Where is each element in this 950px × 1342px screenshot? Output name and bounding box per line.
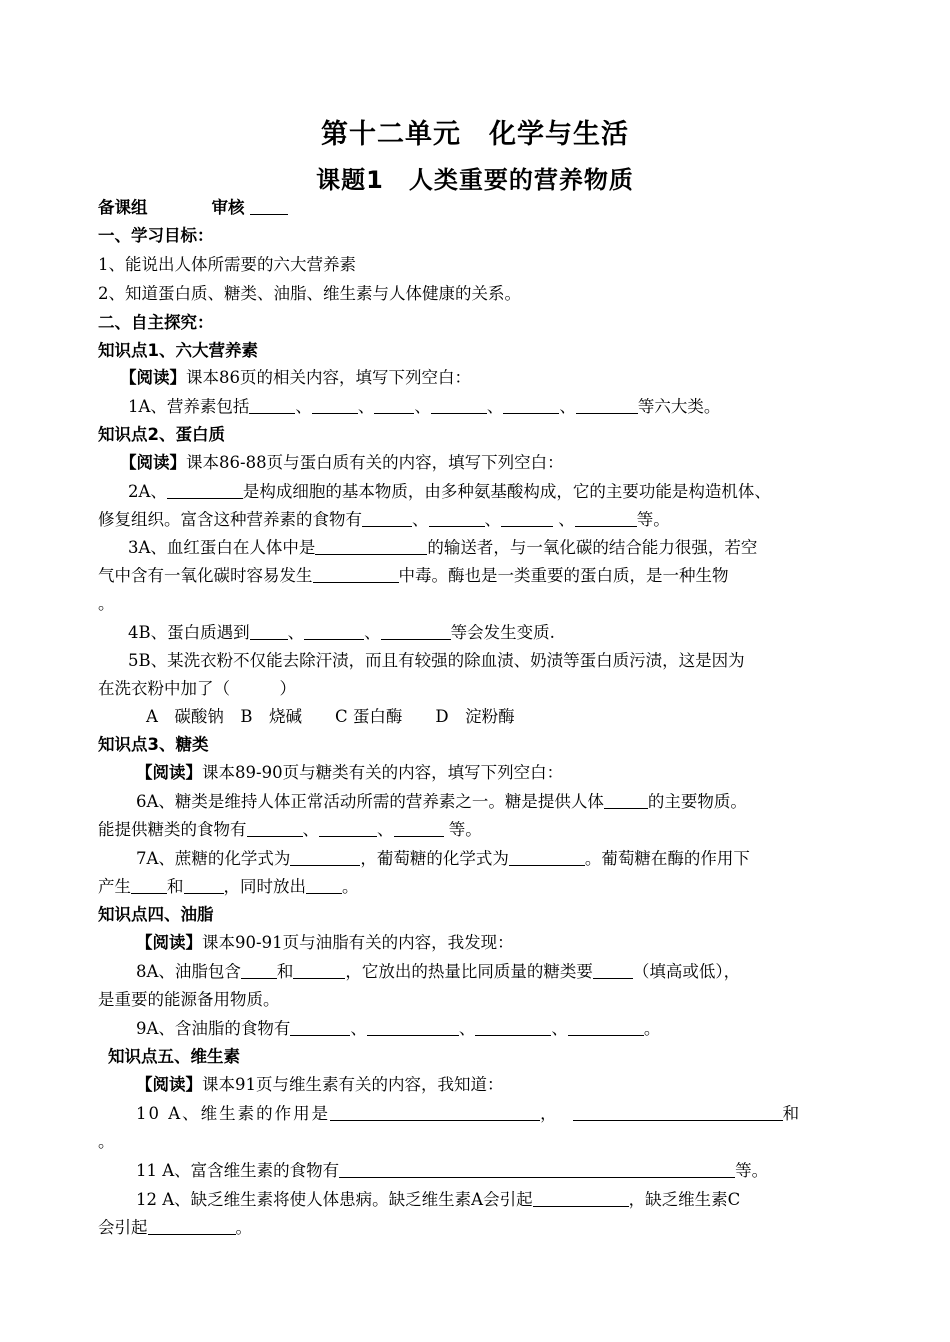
q7a-blank-4[interactable] bbox=[184, 875, 224, 894]
prep-group-label: 备课组 bbox=[98, 198, 148, 217]
q2a-deng: 等。 bbox=[636, 510, 670, 529]
q8a-suffix: （填高或低）， bbox=[632, 962, 741, 981]
q8a-mid: ，它放出的热量比同质量的糖类要 bbox=[345, 962, 593, 981]
kp2-heading: 知识点2、蛋白质 bbox=[98, 425, 225, 444]
q7a-blank-3[interactable] bbox=[131, 875, 167, 894]
q3a-prefix: 3A、血红蛋白在人体中是 bbox=[128, 538, 316, 557]
question-5b-options: A 碳酸钠 B 烧碱 C 蛋白酶 D 淀粉酶 bbox=[146, 707, 515, 726]
q6a-suffix: 的主要物质。 bbox=[647, 792, 747, 811]
q8a-blank-1[interactable] bbox=[241, 960, 277, 979]
unit-title: 第十二单元 化学与生活 bbox=[321, 119, 629, 150]
q11a-prefix: 11 A、富含维生素的食物有 bbox=[136, 1161, 340, 1180]
kp1-read bbox=[120, 366, 471, 390]
q12a-blank-2[interactable] bbox=[148, 1216, 236, 1235]
q7a-line2b: 和 bbox=[167, 877, 184, 896]
q4b-suffix: 等会发生变质. bbox=[450, 623, 555, 642]
q8a-prefix: 8A、油脂包含 bbox=[136, 962, 241, 981]
q7a-line2c: ，同时放出 bbox=[223, 877, 306, 896]
q12a-prefix: 12 A、缺乏维生素将使人体患病。缺乏维生素A会引起 bbox=[136, 1190, 533, 1209]
q4b-prefix: 4B、蛋白质遇到 bbox=[128, 623, 250, 642]
question-6a-line2 bbox=[98, 818, 482, 842]
q2a-blank-2[interactable] bbox=[362, 508, 412, 527]
q8a-and: 和 bbox=[276, 962, 294, 981]
question-5b-line1: 5B、某洗衣粉不仅能去除汗渍，而且有较强的除血渍、奶渍等蛋白质污渍，这是因为 bbox=[128, 651, 745, 670]
sep: 、 bbox=[484, 510, 501, 529]
read-tag: 【阅读】 bbox=[120, 368, 186, 387]
kp5-read-text: 课本91页与维生素有关的内容，我知道： bbox=[202, 1075, 504, 1094]
sep: 、 bbox=[302, 820, 319, 839]
kp4-read-text: 课本90-91页与油脂有关的内容，我发现： bbox=[202, 933, 514, 952]
q9a-blank-1[interactable] bbox=[290, 1017, 350, 1036]
explore-heading: 二、自主探究： bbox=[98, 313, 214, 332]
question-8a-line1 bbox=[136, 960, 740, 984]
question-3a-line2 bbox=[98, 564, 729, 588]
q6a-line2: 能提供糖类的食物有 bbox=[98, 820, 247, 839]
q1a-blank-3[interactable] bbox=[374, 395, 414, 414]
sep: 、 bbox=[551, 1019, 568, 1038]
q7a-prefix: 7A、蔗糖的化学式为 bbox=[136, 849, 291, 868]
prep-line bbox=[98, 196, 288, 220]
question-7a-line2 bbox=[98, 875, 359, 899]
q1a-blank-6[interactable] bbox=[576, 395, 638, 414]
question-1a bbox=[128, 395, 720, 419]
kp4-heading: 知识点四、油脂 bbox=[98, 905, 214, 924]
q7a-suffix: 。葡萄糖在酶的作用下 bbox=[584, 849, 750, 868]
q3a-blank-1[interactable] bbox=[315, 536, 427, 555]
question-10a-line2: 。 bbox=[98, 1132, 115, 1151]
q3a-line2b: 中毒。酶也是一类重要的蛋白质，是一种生物 bbox=[398, 566, 729, 585]
sep: 、 bbox=[412, 510, 429, 529]
question-8a-line2: 是重要的能源备用物质。 bbox=[98, 990, 280, 1009]
question-2a-line1 bbox=[128, 480, 771, 504]
question-7a-line1 bbox=[136, 847, 750, 871]
sep: 、 bbox=[414, 397, 431, 416]
sep: 、 bbox=[559, 397, 576, 416]
kp3-heading: 知识点3、糖类 bbox=[98, 735, 209, 754]
review-label: 审核 bbox=[211, 198, 245, 217]
question-12a-line1 bbox=[136, 1188, 740, 1212]
sep: 、 bbox=[357, 397, 375, 416]
q12a-mid: ，缺乏维生素C bbox=[628, 1190, 741, 1209]
question-2a-line2 bbox=[98, 508, 670, 532]
sep: 、 bbox=[377, 820, 394, 839]
kp2-read bbox=[120, 451, 564, 475]
q7a-blank-1[interactable] bbox=[290, 847, 360, 866]
q8a-blank-2[interactable] bbox=[293, 960, 345, 979]
kp3-read-text: 课本89-90页与糖类有关的内容，填写下列空白： bbox=[202, 763, 564, 782]
q2a-line2: 修复组织。富含这种营养素的食物有 bbox=[98, 510, 362, 529]
q8a-blank-3[interactable] bbox=[593, 960, 633, 979]
q7a-line2a: 产生 bbox=[98, 877, 131, 896]
kp1-read-text: 课本86页的相关内容，填写下列空白： bbox=[186, 368, 471, 387]
sep: 、 bbox=[287, 623, 305, 642]
question-5b-line2: 在洗衣粉中加了（ ） bbox=[98, 679, 296, 698]
question-4b bbox=[128, 621, 555, 645]
q6a-blank-4[interactable] bbox=[394, 818, 444, 837]
question-9a bbox=[136, 1017, 660, 1041]
kp4-read bbox=[136, 931, 514, 955]
q11a-suffix: 等。 bbox=[735, 1161, 769, 1180]
q12a-line2b: 。 bbox=[235, 1218, 252, 1237]
q2a-blank-1[interactable] bbox=[167, 480, 243, 499]
q10a-blank-2[interactable] bbox=[573, 1102, 783, 1121]
q1a-blank-1[interactable] bbox=[249, 395, 295, 414]
q10a-blank-1[interactable] bbox=[330, 1102, 540, 1121]
q1a-suffix: 等六大类。 bbox=[637, 397, 721, 416]
question-12a-line2 bbox=[98, 1216, 252, 1240]
q6a-blank-1[interactable] bbox=[604, 790, 648, 809]
q10a-and: 和 bbox=[782, 1104, 802, 1123]
kp5-read bbox=[136, 1073, 504, 1097]
q4b-blank-3[interactable] bbox=[381, 621, 451, 640]
q1a-blank-2[interactable] bbox=[312, 395, 358, 414]
sep: 、 bbox=[458, 1019, 476, 1038]
q7a-blank-2[interactable] bbox=[509, 847, 585, 866]
read-tag: 【阅读】 bbox=[136, 763, 202, 782]
q10a-prefix: 10 A、维生素的作用是 bbox=[136, 1104, 331, 1123]
q7a-line2d: 。 bbox=[342, 877, 359, 896]
q9a-blank-4[interactable] bbox=[568, 1017, 644, 1036]
q3a-mid: 的输送者，与一氧化碳的结合能力很强，若空 bbox=[427, 538, 758, 557]
q7a-blank-5[interactable] bbox=[306, 875, 342, 894]
q12a-blank-1[interactable] bbox=[533, 1188, 629, 1207]
sep: 、 bbox=[553, 510, 575, 529]
q2a-blank-5[interactable] bbox=[575, 508, 637, 527]
q1a-blank-5[interactable] bbox=[503, 395, 559, 414]
sep: 、 bbox=[350, 1019, 367, 1038]
q9a-blank-2[interactable] bbox=[367, 1017, 459, 1036]
read-tag: 【阅读】 bbox=[136, 933, 202, 952]
read-tag: 【阅读】 bbox=[136, 1075, 202, 1094]
kp1-heading: 知识点1、六大营养素 bbox=[98, 341, 258, 360]
q3a-blank-2[interactable] bbox=[313, 564, 399, 583]
kp3-read bbox=[136, 761, 563, 785]
q2a-prefix: 2A、 bbox=[128, 482, 167, 501]
goal-1: 1、能说出人体所需要的六大营养素 bbox=[98, 255, 356, 274]
q2a-blank-4[interactable] bbox=[501, 508, 553, 527]
q2a-blank-3[interactable] bbox=[429, 508, 485, 527]
question-11a bbox=[136, 1159, 768, 1183]
question-6a-line1 bbox=[136, 790, 747, 814]
goals-heading: 一、学习目标： bbox=[98, 226, 214, 245]
q3a-line2a: 气中含有一氧化碳时容易发生 bbox=[98, 566, 313, 585]
review-blank[interactable] bbox=[250, 196, 288, 215]
sep: 、 bbox=[486, 397, 504, 416]
question-10a-line1 bbox=[136, 1102, 801, 1126]
q7a-mid: ，葡萄糖的化学式为 bbox=[360, 849, 509, 868]
q4b-blank-2[interactable] bbox=[304, 621, 364, 640]
q11a-blank[interactable] bbox=[339, 1159, 735, 1178]
question-3a-line3: 。 bbox=[98, 594, 115, 613]
lesson-title: 课题1 人类重要的营养物质 bbox=[316, 166, 634, 194]
q9a-blank-3[interactable] bbox=[475, 1017, 551, 1036]
q6a-prefix: 6A、糖类是维持人体正常活动所需的营养素之一。糖是提供人体 bbox=[136, 792, 604, 811]
q12a-line2a: 会引起 bbox=[98, 1218, 148, 1237]
q9a-suffix: 。 bbox=[643, 1019, 661, 1038]
q6a-deng: 等。 bbox=[443, 820, 482, 839]
q2a-mid: 是构成细胞的基本物质，由多种氨基酸构成，它的主要功能是构造机体、 bbox=[242, 482, 771, 501]
q6a-blank-3[interactable] bbox=[319, 818, 377, 837]
q1a-prefix: 1A、营养素包括 bbox=[128, 397, 250, 416]
sep: 、 bbox=[295, 397, 312, 416]
read-tag: 【阅读】 bbox=[120, 453, 186, 472]
q9a-prefix: 9A、含油脂的食物有 bbox=[136, 1019, 291, 1038]
q6a-blank-2[interactable] bbox=[247, 818, 303, 837]
kp5-heading: 知识点五、维生素 bbox=[108, 1047, 240, 1066]
kp2-read-text: 课本86-88页与蛋白质有关的内容，填写下列空白： bbox=[186, 453, 564, 472]
q4b-blank-1[interactable] bbox=[250, 621, 288, 640]
question-3a-line1 bbox=[128, 536, 757, 560]
goal-2: 2、知道蛋白质、糖类、油脂、维生素与人体健康的关系。 bbox=[98, 284, 521, 303]
q10a-comma: ， bbox=[540, 1104, 559, 1123]
sep: 、 bbox=[364, 623, 381, 642]
q1a-blank-4[interactable] bbox=[431, 395, 487, 414]
